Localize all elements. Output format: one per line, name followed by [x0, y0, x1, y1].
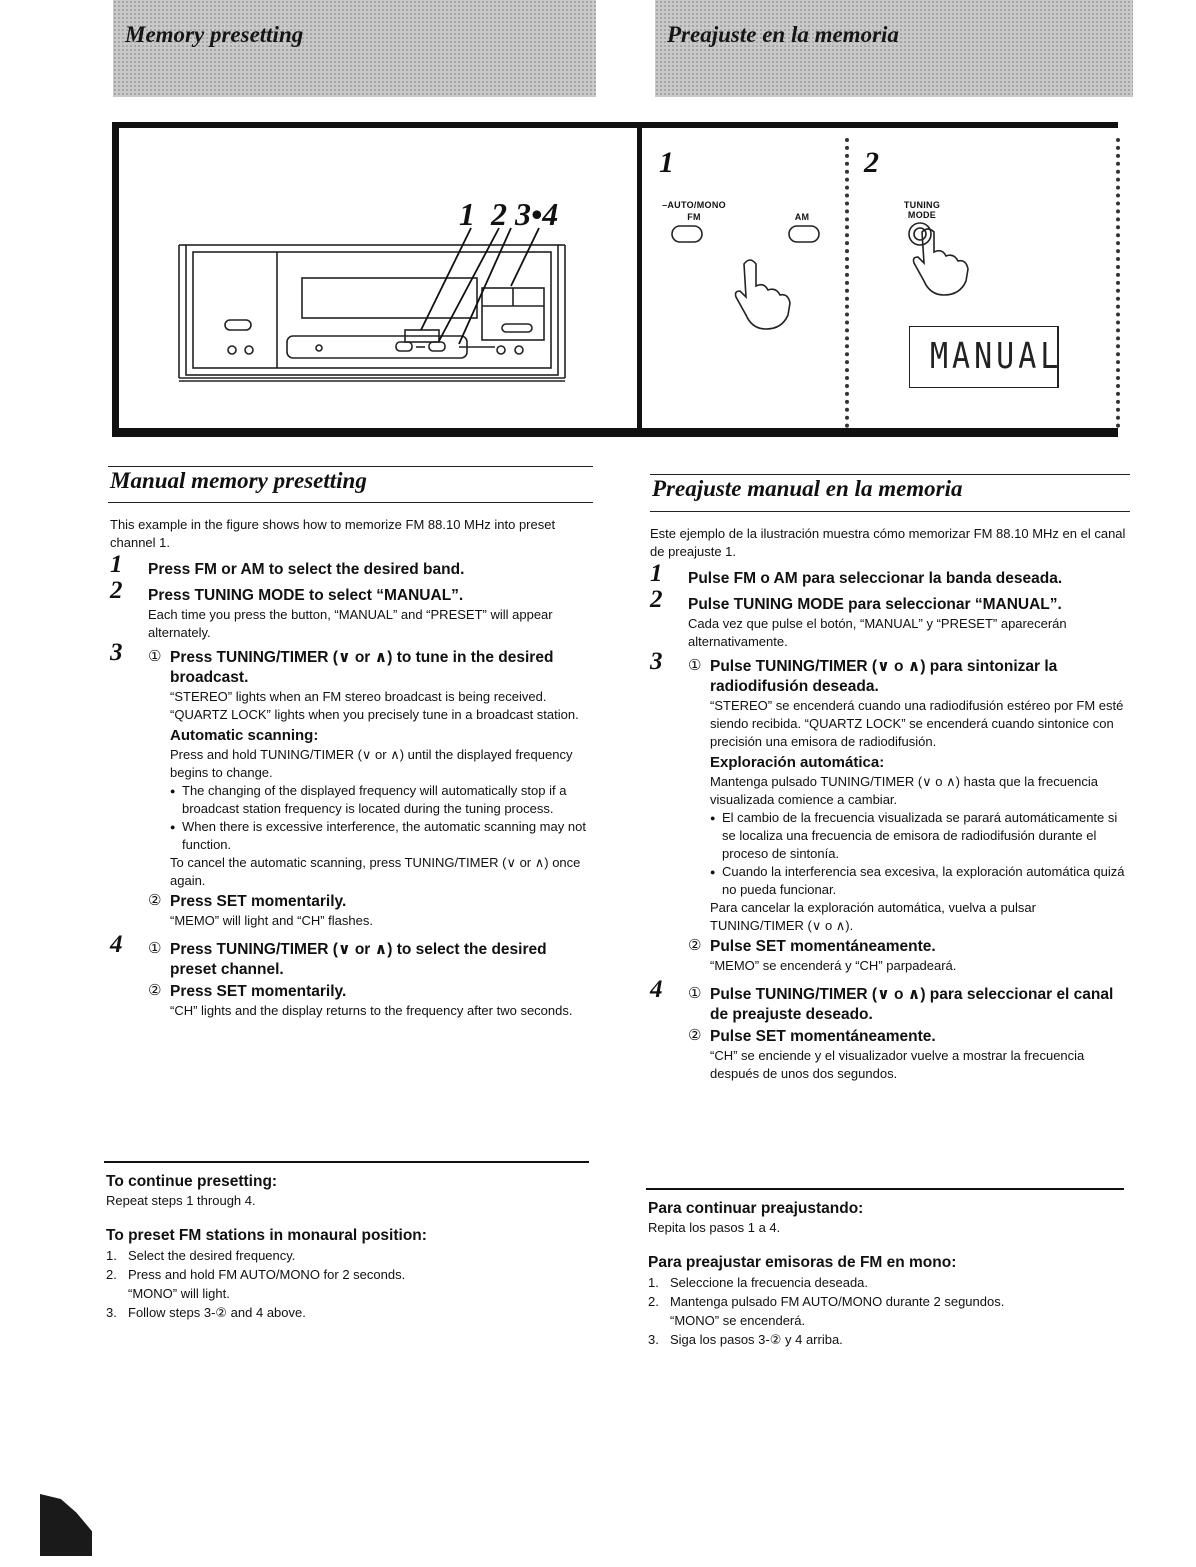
- device-callout-numbers: 1 2 3•4: [459, 196, 559, 232]
- spanish-step-4-sub1-mark: ①: [688, 985, 702, 1002]
- spanish-step-3-sub1-body: “STEREO” se encenderá cuando una radiodifusión estéreo por FM esté siendo recibida. “QUARTZ LOCK” se encenderá cuando sintonice con precisión una emisora de radiodifusión.: [710, 698, 1124, 749]
- spanish-continue-heading: Para continuar preajustando:: [648, 1200, 864, 1217]
- spanish-step-4-number: 4: [650, 976, 663, 1003]
- spanish-title-rule-top: [650, 474, 1130, 475]
- spanish-section-title: Preajuste manual en la memoria: [652, 476, 963, 501]
- english-step-3-sub1: [148, 648, 592, 890]
- english-mono-heading: To preset FM stations in monaural position:: [106, 1227, 427, 1244]
- english-step-3-sub2-mark: ②: [148, 892, 162, 909]
- english-step-2: [110, 577, 592, 642]
- spanish-title-rule-bottom: [650, 511, 1130, 512]
- panel1-step-number: 1: [659, 146, 674, 179]
- english-continue-body: Repeat steps 1 through 4.: [106, 1193, 256, 1208]
- am-label: AM: [794, 212, 810, 222]
- english-mono-item: 2. Press and hold FM AUTO/MONO for 2 seconds.: [106, 1267, 406, 1282]
- figure-divider: [637, 128, 642, 428]
- cassette-deck-illustration: [119, 128, 619, 418]
- tuning-mode-button-illustration: [894, 220, 994, 300]
- spanish-step-2-body: Cada vez que pulse el botón, “MANUAL” y “PRESET” aparecerán alternativamente.: [688, 616, 1067, 649]
- english-step-2-number: 2: [110, 577, 123, 604]
- english-bullet-1: ● The changing of the displayed frequency will automatically stop if a broadcast station frequency is located during the tuning process.: [170, 782, 592, 818]
- spanish-mono-item: “MONO” se encenderá.: [670, 1313, 806, 1328]
- spanish-step-3-number: 3: [650, 648, 663, 675]
- spanish-mono-item: 1. Seleccione la frecuencia deseada.: [648, 1275, 869, 1290]
- english-step-3-sub2-body: “MEMO” will light and “CH” flashes.: [170, 913, 373, 928]
- english-step-3-sub2: [148, 892, 592, 930]
- spanish-step-4-sub2-heading: Pulse SET momentáneamente.: [710, 1028, 936, 1045]
- fm-button: [672, 226, 702, 242]
- english-step-4-sub1-heading: Press TUNING/TIMER (∨ or ∧) to select the desired preset channel.: [170, 941, 547, 978]
- page-corner-tab: [40, 1494, 92, 1556]
- english-step-4: [110, 931, 592, 1020]
- spanish-step-1: [650, 560, 1128, 589]
- tuning-label: TUNING: [903, 200, 941, 210]
- spanish-step-4-sub1: [688, 985, 1128, 1025]
- spanish-step-3-sub1-mark: ①: [688, 657, 702, 674]
- spanish-mono-item: 3. Siga los pasos 3-② y 4 arriba.: [648, 1332, 843, 1347]
- english-step-4-sub2: [148, 982, 592, 1020]
- spanish-intro: Este ejemplo de la ilustración muestra cómo memorizar FM 88.10 MHz en el canal de preajuste 1.: [650, 526, 1126, 559]
- english-step-1-number: 1: [110, 551, 123, 578]
- spanish-step-3-sub2-mark: ②: [688, 937, 702, 954]
- english-step-4-sub2-mark: ②: [148, 982, 162, 999]
- english-section-title: Manual memory presetting: [110, 468, 367, 493]
- header-title-spanish: Preajuste en la memoria: [667, 22, 899, 47]
- lcd-display-text: MANUAL: [930, 335, 1063, 378]
- spanish-step-4-sub2: [688, 1027, 1128, 1083]
- english-mono-list: [106, 1246, 591, 1322]
- english-footer-notes: [106, 1172, 591, 1322]
- english-bullet-2: ● When there is excessive interference, the automatic scanning may not function.: [170, 818, 592, 854]
- spanish-step-3-sub2-body: “MEMO” se encenderá y “CH” parpadeará.: [710, 958, 957, 973]
- english-step-3-sub1-heading: Press TUNING/TIMER (∨ or ∧) to tune in the desired broadcast.: [170, 649, 554, 686]
- figure-box: [112, 122, 1118, 437]
- english-mono-item: 3. Follow steps 3-② and 4 above.: [106, 1305, 306, 1320]
- auto-mono-label: –AUTO/MONO: [662, 200, 726, 210]
- english-bottom-rule: [104, 1161, 589, 1163]
- header-bar-spanish: [655, 0, 1133, 97]
- english-automatic-scanning-heading: Automatic scanning:: [170, 727, 319, 744]
- english-step-4-sub2-heading: Press SET momentarily.: [170, 983, 347, 1000]
- english-intro: This example in the figure shows how to memorize FM 88.10 MHz into preset channel 1.: [110, 517, 556, 550]
- spanish-mono-item: 2. Mantenga pulsado FM AUTO/MONO durante 2 segundos.: [648, 1294, 1005, 1309]
- fm-label: FM: [687, 212, 701, 222]
- spanish-footer-notes: [648, 1199, 1126, 1349]
- spanish-step-2: [650, 586, 1128, 651]
- english-automatic-scanning-body: Press and hold TUNING/TIMER (∨ or ∧) until the displayed frequency begins to change.: [170, 747, 573, 780]
- spanish-automatic-scanning-heading: Exploración automática:: [710, 754, 885, 771]
- spanish-continue-body: Repita los pasos 1 a 4.: [648, 1220, 781, 1235]
- english-step-2-body: Each time you press the button, “MANUAL” and “PRESET” will appear alternately.: [148, 607, 553, 640]
- english-step-4-sub2-body: “CH” lights and the display returns to the frequency after two seconds.: [170, 1003, 573, 1018]
- panel2-step-number: 2: [864, 146, 879, 179]
- am-button: [789, 226, 819, 242]
- panel1-buttons-illustration: [659, 220, 839, 340]
- english-step-1-heading: Press FM or AM to select the desired band.: [148, 561, 465, 578]
- spanish-step-1-number: 1: [650, 560, 663, 587]
- spanish-step-3-sub2: [688, 937, 1128, 975]
- spanish-step-1-heading: Pulse FM o AM para seleccionar la banda deseada.: [688, 570, 1063, 587]
- english-step-4-number: 4: [110, 931, 123, 958]
- spanish-bottom-rule: [646, 1188, 1124, 1190]
- spanish-mono-heading: Para preajustar emisoras de FM en mono:: [648, 1254, 957, 1271]
- english-title-rule-top: [108, 466, 593, 467]
- english-mono-item: “MONO” will light.: [128, 1286, 230, 1301]
- spanish-step-4-sub2-mark: ②: [688, 1027, 702, 1044]
- spanish-step-3: [650, 648, 1128, 975]
- english-step-4-sub1-mark: ①: [148, 940, 162, 957]
- spanish-step-3-sub1-heading: Pulse TUNING/TIMER (∨ o ∧) para sintonizar la radiodifusión deseada.: [710, 658, 1058, 695]
- spanish-bullet-1: ● El cambio de la frecuencia visualizada se parará automáticamente si se localiza una frecuencia de emisora de radiodifusión durante el proceso de sintonía.: [710, 809, 1128, 863]
- lcd-display: [909, 326, 1063, 388]
- english-instructions: [110, 516, 592, 1020]
- english-step-3-sub1-body: “STEREO” lights when an FM stereo broadcast is being received. “QUARTZ LOCK” lights when you precisely tune in a broadcast station.: [170, 689, 579, 722]
- english-continue-heading: To continue presetting:: [106, 1173, 278, 1190]
- spanish-automatic-scanning-body: Mantenga pulsado TUNING/TIMER (∨ o ∧) hasta que la frecuencia visualizada comience a cambiar.: [710, 774, 1099, 807]
- panel-right-dotted-edge: [1116, 138, 1120, 428]
- spanish-step-2-heading: Pulse TUNING MODE para seleccionar “MANUAL”.: [688, 596, 1062, 613]
- mode-label: MODE: [907, 210, 937, 220]
- english-step-3: [110, 639, 592, 930]
- spanish-step-2-number: 2: [650, 586, 663, 613]
- english-cancel-note: To cancel the automatic scanning, press TUNING/TIMER (∨ or ∧) once again.: [170, 855, 581, 888]
- english-step-1: [110, 551, 592, 580]
- english-step-3-sub1-mark: ①: [148, 648, 162, 665]
- english-step-2-heading: Press TUNING MODE to select “MANUAL”.: [148, 587, 464, 604]
- english-step-3-sub2-heading: Press SET momentarily.: [170, 893, 347, 910]
- header-bar-english: [113, 0, 596, 97]
- header-title-english: Memory presetting: [125, 22, 304, 47]
- english-mono-item: 1. Select the desired frequency.: [106, 1248, 296, 1263]
- spanish-step-3-sub2-heading: Pulse SET momentáneamente.: [710, 938, 936, 955]
- spanish-step-4: [650, 976, 1128, 1083]
- spanish-cancel-note: Para cancelar la exploración automática, vuelva a pulsar TUNING/TIMER (∨ o ∧).: [710, 900, 1036, 933]
- spanish-step-4-sub2-body: “CH” se enciende y el visualizador vuelve a mostrar la frecuencia después de unos dos segundos.: [710, 1048, 1085, 1081]
- english-title-rule-bottom: [108, 502, 593, 503]
- english-step-4-sub1: [148, 940, 592, 980]
- spanish-step-4-sub1-heading: Pulse TUNING/TIMER (∨ o ∧) para seleccionar el canal de preajuste deseado.: [710, 986, 1114, 1023]
- spanish-step-3-sub1: [688, 657, 1128, 935]
- spanish-instructions: [650, 525, 1128, 1083]
- spanish-mono-list: [648, 1273, 1126, 1349]
- english-step-3-number: 3: [110, 639, 123, 666]
- panel-separator-dotted: [845, 138, 849, 428]
- spanish-bullet-2: ● Cuando la interferencia sea excesiva, la exploración automática quizá no pueda funcionar.: [710, 863, 1128, 899]
